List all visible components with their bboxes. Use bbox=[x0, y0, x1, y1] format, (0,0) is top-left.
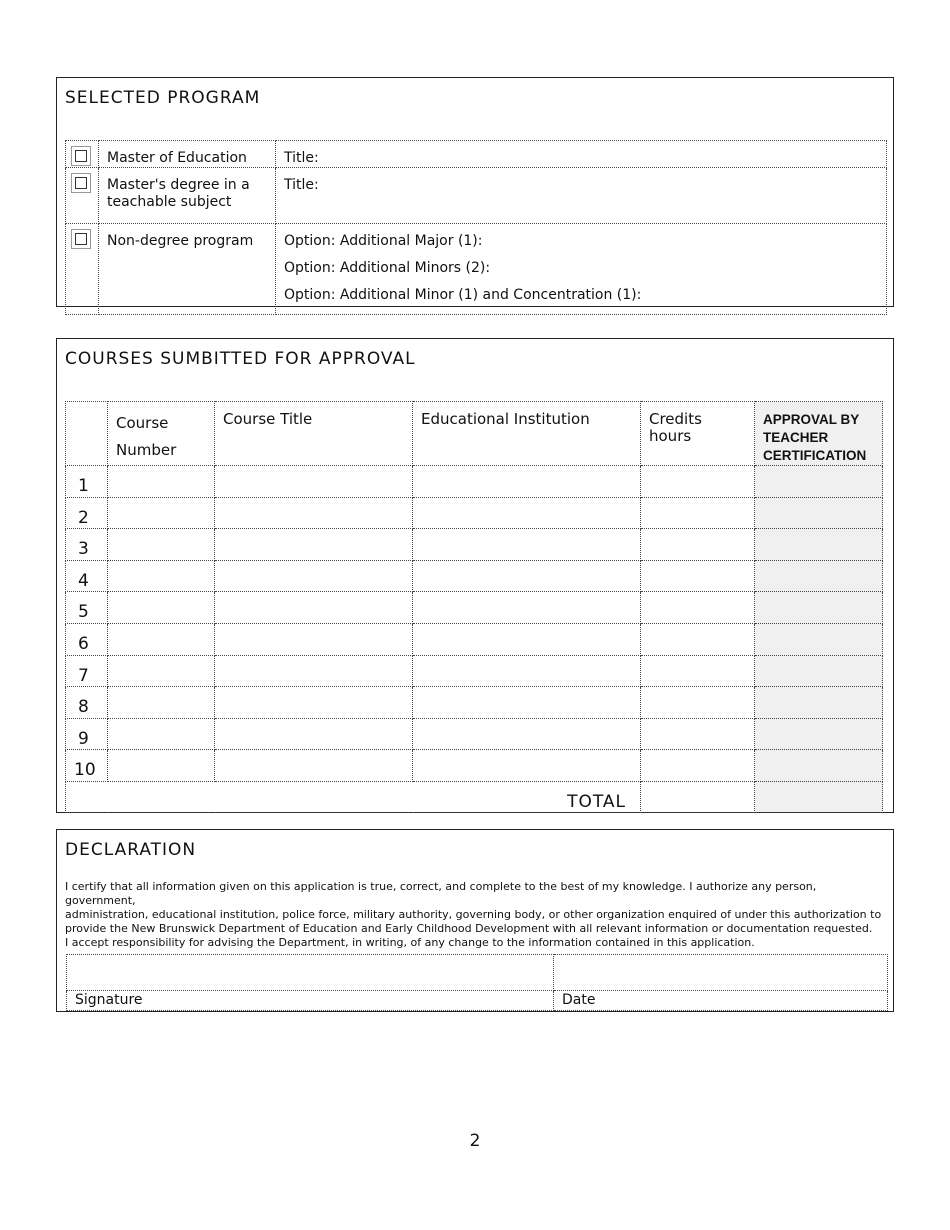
course-title-cell[interactable] bbox=[215, 687, 413, 719]
credits-cell[interactable] bbox=[641, 655, 755, 687]
approval-header-line2: TEACHER bbox=[763, 430, 829, 445]
course-row bbox=[66, 687, 883, 719]
approval-cell bbox=[755, 529, 883, 561]
credits-cell[interactable] bbox=[641, 687, 755, 719]
option-additional-major[interactable]: Option: Additional Major (1): bbox=[284, 233, 483, 249]
section-title: DECLARATION bbox=[65, 840, 197, 860]
credits-cell[interactable] bbox=[641, 750, 755, 782]
declaration-text bbox=[65, 880, 885, 950]
option-minor-concentration[interactable]: Option: Additional Minor (1) and Concentration (1): bbox=[284, 287, 642, 303]
program-table bbox=[65, 140, 887, 315]
page-number: 2 bbox=[469, 1131, 481, 1151]
institution-cell[interactable] bbox=[413, 592, 641, 624]
course-row bbox=[66, 750, 883, 782]
program-label: Non-degree program bbox=[107, 233, 254, 249]
courses-table bbox=[65, 401, 883, 813]
section-title: SELECTED PROGRAM bbox=[65, 88, 261, 108]
date-field[interactable] bbox=[554, 955, 888, 991]
institution-header: Educational Institution bbox=[421, 410, 590, 428]
credits-cell[interactable] bbox=[641, 466, 755, 498]
course-rows bbox=[66, 466, 883, 782]
program-label: Master of Education bbox=[107, 150, 247, 166]
total-approval-cell bbox=[755, 781, 883, 812]
program-title-field[interactable]: Title: bbox=[284, 177, 319, 193]
course-row bbox=[66, 560, 883, 592]
course-title-cell[interactable] bbox=[215, 718, 413, 750]
program-title-field[interactable]: Title: bbox=[284, 150, 319, 166]
declaration-line: I certify that all information given on this application is true, correct, and complete to the best of my knowledge. I authorize any person, government, bbox=[65, 880, 817, 907]
declaration-section bbox=[56, 829, 894, 1012]
course-title-cell[interactable] bbox=[215, 529, 413, 561]
program-row bbox=[66, 168, 887, 224]
credits-cell[interactable] bbox=[641, 497, 755, 529]
course-row bbox=[66, 718, 883, 750]
row-number: 4 bbox=[78, 570, 89, 591]
course-row bbox=[66, 497, 883, 529]
approval-cell bbox=[755, 560, 883, 592]
program-row bbox=[66, 141, 887, 168]
row-number: 9 bbox=[78, 728, 89, 749]
approval-cell bbox=[755, 623, 883, 655]
credits-header-line2: hours bbox=[649, 427, 692, 445]
approval-cell bbox=[755, 750, 883, 782]
course-row bbox=[66, 466, 883, 498]
signature-field[interactable] bbox=[67, 955, 554, 991]
approval-header: APPROVAL BY bbox=[763, 412, 860, 427]
course-title-cell[interactable] bbox=[215, 750, 413, 782]
course-title-header: Course Title bbox=[223, 410, 313, 428]
course-number-header: Course bbox=[116, 414, 169, 432]
course-number-cell[interactable] bbox=[108, 623, 215, 655]
row-number: 8 bbox=[78, 697, 89, 718]
section-title: COURSES SUMBITTED FOR APPROVAL bbox=[65, 349, 416, 369]
credits-cell[interactable] bbox=[641, 560, 755, 592]
non-degree-checkbox[interactable] bbox=[71, 229, 91, 249]
course-title-cell[interactable] bbox=[215, 592, 413, 624]
signature-label: Signature bbox=[75, 992, 143, 1008]
course-number-cell[interactable] bbox=[108, 466, 215, 498]
course-title-cell[interactable] bbox=[215, 623, 413, 655]
approval-cell bbox=[755, 718, 883, 750]
course-row bbox=[66, 623, 883, 655]
approval-cell bbox=[755, 687, 883, 719]
course-number-cell[interactable] bbox=[108, 687, 215, 719]
course-number-cell[interactable] bbox=[108, 497, 215, 529]
program-row bbox=[66, 224, 887, 315]
course-number-cell[interactable] bbox=[108, 529, 215, 561]
row-number: 7 bbox=[78, 665, 89, 686]
institution-cell[interactable] bbox=[413, 560, 641, 592]
declaration-line: I accept responsibility for advising the Department, in writing, of any change to the information contained in this application. bbox=[65, 936, 755, 949]
institution-cell[interactable] bbox=[413, 466, 641, 498]
course-row bbox=[66, 655, 883, 687]
row-number: 3 bbox=[78, 539, 89, 560]
approval-cell bbox=[755, 655, 883, 687]
institution-cell[interactable] bbox=[413, 529, 641, 561]
selected-program-section bbox=[56, 77, 894, 307]
row-number: 10 bbox=[74, 760, 96, 781]
declaration-line: administration, educational institution, police force, military authority, governing body, or other organization enquired of under this authorization to bbox=[65, 908, 882, 921]
program-label: Master's degree in a teachable subject bbox=[107, 177, 250, 210]
total-row bbox=[66, 781, 883, 812]
total-credits-cell[interactable] bbox=[641, 781, 755, 812]
credits-header: Credits bbox=[649, 410, 702, 428]
credits-cell[interactable] bbox=[641, 529, 755, 561]
signature-table bbox=[66, 954, 888, 1011]
declaration-line: provide the New Brunswick Department of Education and Early Childhood Development with all relevant information or documentation requested. bbox=[65, 922, 873, 935]
approval-cell bbox=[755, 466, 883, 498]
institution-cell[interactable] bbox=[413, 750, 641, 782]
credits-cell[interactable] bbox=[641, 592, 755, 624]
course-number-cell[interactable] bbox=[108, 592, 215, 624]
approval-header-line3: CERTIFICATION bbox=[763, 448, 867, 463]
course-number-header-line2: Number bbox=[116, 441, 177, 459]
course-title-cell[interactable] bbox=[215, 655, 413, 687]
row-number: 2 bbox=[78, 507, 89, 528]
course-number-cell[interactable] bbox=[108, 560, 215, 592]
course-number-cell[interactable] bbox=[108, 655, 215, 687]
institution-cell[interactable] bbox=[413, 655, 641, 687]
institution-cell[interactable] bbox=[413, 497, 641, 529]
row-number: 1 bbox=[78, 476, 89, 496]
total-label: TOTAL bbox=[567, 791, 626, 812]
row-number-header bbox=[66, 402, 108, 466]
institution-cell[interactable] bbox=[413, 687, 641, 719]
approval-cell bbox=[755, 592, 883, 624]
approval-cell bbox=[755, 497, 883, 529]
row-number: 5 bbox=[78, 602, 89, 623]
course-number-cell[interactable] bbox=[108, 750, 215, 782]
credits-cell[interactable] bbox=[641, 718, 755, 750]
option-additional-minors[interactable]: Option: Additional Minors (2): bbox=[284, 260, 491, 276]
course-title-cell[interactable] bbox=[215, 497, 413, 529]
row-number: 6 bbox=[78, 633, 89, 654]
course-number-cell[interactable] bbox=[108, 718, 215, 750]
credits-cell[interactable] bbox=[641, 623, 755, 655]
courses-header-row bbox=[66, 402, 883, 466]
masters-teachable-checkbox[interactable] bbox=[71, 173, 91, 193]
course-title-cell[interactable] bbox=[215, 560, 413, 592]
courses-section bbox=[56, 338, 894, 813]
course-title-cell[interactable] bbox=[215, 466, 413, 498]
master-education-checkbox[interactable] bbox=[71, 146, 91, 166]
date-label: Date bbox=[562, 992, 596, 1008]
institution-cell[interactable] bbox=[413, 623, 641, 655]
course-row bbox=[66, 592, 883, 624]
institution-cell[interactable] bbox=[413, 718, 641, 750]
course-row bbox=[66, 529, 883, 561]
